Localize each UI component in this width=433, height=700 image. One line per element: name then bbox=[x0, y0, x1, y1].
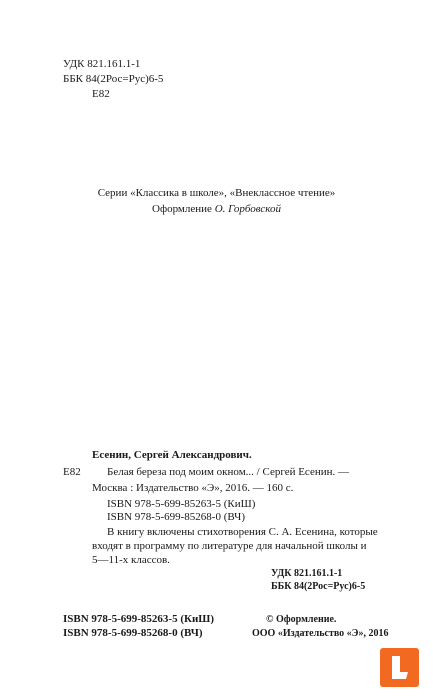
card-isbn1: ISBN 978-5-699-85263-5 (КиШ) bbox=[107, 498, 256, 510]
udk-code: УДК 821.161.1-1 bbox=[63, 58, 141, 70]
card-isbn2: ISBN 978-5-699-85268-0 (ВЧ) bbox=[107, 511, 245, 523]
designer-name: О. Горбовской bbox=[214, 203, 281, 215]
design-credit bbox=[0, 203, 433, 216]
footer-copyright-publisher: ООО «Издательство «Э», 2016 bbox=[252, 628, 389, 639]
card-annotation-line2: входят в программу по литературе для начальной школы и bbox=[92, 540, 367, 552]
footer-isbn2: ISBN 978-5-699-85268-0 (ВЧ) bbox=[63, 627, 203, 639]
card-author: Есенин, Сергей Александрович. bbox=[92, 449, 252, 461]
bbk-code: ББК 84(2Рос=Рус)6-5 bbox=[63, 73, 164, 85]
footer-copyright-design: © Оформление. bbox=[266, 614, 337, 625]
card-title-line1: Белая береза под моим окном... / Сергей Есенин. — bbox=[107, 466, 349, 478]
card-udk: УДК 821.161.1-1 bbox=[271, 568, 343, 579]
card-bbk: ББК 84(2Рос=Рус)6-5 bbox=[271, 581, 366, 592]
design-prefix: Оформление bbox=[152, 203, 215, 215]
card-title-line2: Москва : Издательство «Э», 2016. — 160 с. bbox=[92, 482, 294, 494]
litres-l-icon bbox=[380, 648, 419, 687]
series-line: Серии «Классика в школе», «Внеклассное чтение» bbox=[97, 187, 336, 199]
footer-isbn1: ISBN 978-5-699-85263-5 (КиШ) bbox=[63, 613, 215, 625]
card-annotation-line3: 5—11-х классов. bbox=[92, 554, 170, 566]
author-mark: Е82 bbox=[92, 88, 110, 100]
card-mark: Е82 bbox=[63, 466, 81, 478]
card-annotation-line1: В книгу включены стихотворения С. А. Есенина, которые bbox=[107, 526, 378, 538]
